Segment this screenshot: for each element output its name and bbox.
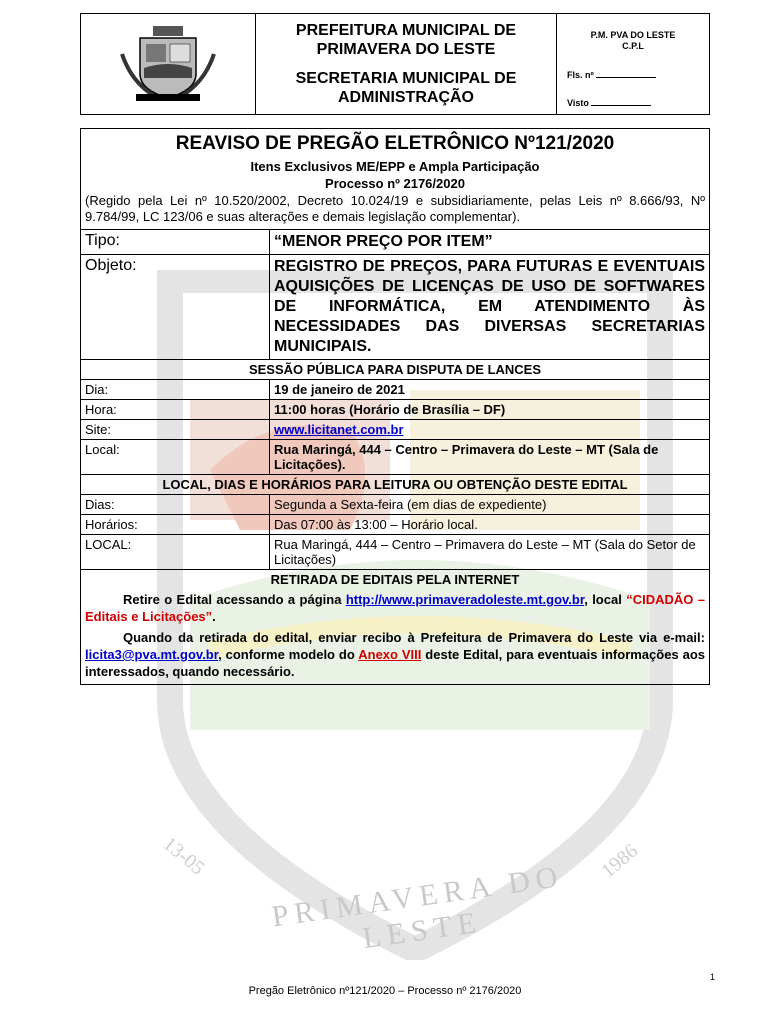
leitura-local-label: LOCAL: (81, 535, 270, 570)
cidadao-section-label: “CIDADÃO – Editais e Licitações” (85, 592, 705, 624)
site-link[interactable]: www.licitanet.com.br (274, 422, 404, 437)
dia-value: 19 de janeiro de 2021 (270, 380, 710, 400)
notice-title: REAVISO DE PREGÃO ELETRÔNICO Nº121/2020 (175, 133, 615, 154)
watermark-date-right: 1986 (597, 839, 643, 883)
site-label: Site: (81, 420, 270, 440)
local-label: Local: (81, 440, 270, 475)
header-prefeitura-line2: PRIMAVERA DO LESTE (316, 41, 496, 58)
page-footer: Pregão Eletrônico nº121/2020 – Processo nº 2176/2020 (248, 985, 522, 997)
sessao-heading: SESSÃO PÚBLICA PARA DISPUTA DE LANCES (81, 360, 709, 380)
document-header (80, 13, 710, 115)
objeto-value: REGISTRO DE PREÇOS, PARA FUTURAS E EVENTUAIS AQUISIÇÕES DE LICENÇAS DE USO DE SOFTWARES DE INFORMÁTICA, EM ATENDIMENTO ÀS NECESSIDADES DAS DIVERSAS SECRETARIAS MUNICIPAIS. (270, 255, 710, 360)
header-secretaria-line1: SECRETARIA MUNICIPAL DE (295, 70, 517, 87)
visto-label: Visto (567, 98, 589, 108)
retirada-paragraph-2: Quando da retirada do edital, enviar recibo à Prefeitura de Primavera do Leste via e-mail: licita3@pva.mt.gov.br, conforme modelo do Anexo VIII deste Edital, para eventuais informações aos interessados, quando necessário. (85, 630, 705, 679)
dia-label: Dia: (81, 380, 270, 400)
tipo-value: “MENOR PREÇO POR ITEM” (270, 230, 710, 255)
municipal-crest-logo (81, 14, 256, 114)
header-secretaria-line2: ADMINISTRAÇÃO (338, 89, 474, 106)
page-number: 1 (710, 972, 716, 982)
horarios-label: Horários: (81, 515, 270, 535)
header-right-title: P.M. PVA DO LESTE (590, 30, 676, 40)
tipo-row (81, 230, 709, 255)
header-prefeitura-line1: PREFEITURA MUNICIPAL DE (295, 22, 517, 39)
notice-subtitle: Itens Exclusivos ME/EPP e Ampla Participação (250, 159, 540, 174)
notice-processo: Processo nº 2176/2020 (325, 176, 465, 191)
prefeitura-site-link[interactable]: http://www.primaveradoleste.mt.gov.br (345, 592, 585, 607)
hora-label: Hora: (81, 400, 270, 420)
anexo-viii-link[interactable]: Anexo VIII (358, 647, 422, 662)
fls-label: Fls. nº (567, 70, 594, 80)
fls-line (596, 77, 656, 78)
dias-label: Dias: (81, 495, 270, 515)
watermark-date-left: 13-05 (158, 832, 209, 880)
dias-value: Segunda a Sexta-feira (em dias de expediente) (270, 495, 710, 515)
tipo-label: Tipo: (81, 230, 270, 255)
leitura-heading: LOCAL, DIAS E HORÁRIOS PARA LEITURA OU OBTENÇÃO DESTE EDITAL (81, 475, 709, 495)
hora-value: 11:00 horas (Horário de Brasília – DF) (270, 400, 710, 420)
local-value: Rua Maringá, 444 – Centro – Primavera do Leste – MT (Sala de Licitações). (270, 440, 710, 475)
email-link[interactable]: licita3@pva.mt.gov.br (85, 647, 219, 662)
notice-box (80, 128, 710, 685)
retirada-paragraph-1: Retire o Edital acessando a página http://www.primaveradoleste.mt.gov.br, local “CIDADÃO – Editais e Licitações”. (85, 592, 705, 624)
leitura-local-value: Rua Maringá, 444 – Centro – Primavera do Leste – MT (Sala do Setor de Licitações) (270, 535, 710, 570)
objeto-row (81, 255, 709, 360)
retirada-heading: RETIRADA DE EDITAIS PELA INTERNET (81, 570, 709, 590)
notice-regido: (Regido pela Lei nº 10.520/2002, Decreto 10.024/19 e subsidiariamente, pelas Leis nº 8.666/93, Nº 9.784/99, LC 123/06 e suas alterações e demais legislação complementar). (85, 193, 705, 224)
horarios-value: Das 07:00 às 13:00 – Horário local. (270, 515, 710, 535)
visto-line (591, 105, 651, 106)
objeto-label: Objeto: (81, 255, 270, 360)
watermark-text: PRIMAVERA DO LESTE (269, 859, 566, 956)
header-right-subtitle: C.P.L (622, 41, 644, 51)
